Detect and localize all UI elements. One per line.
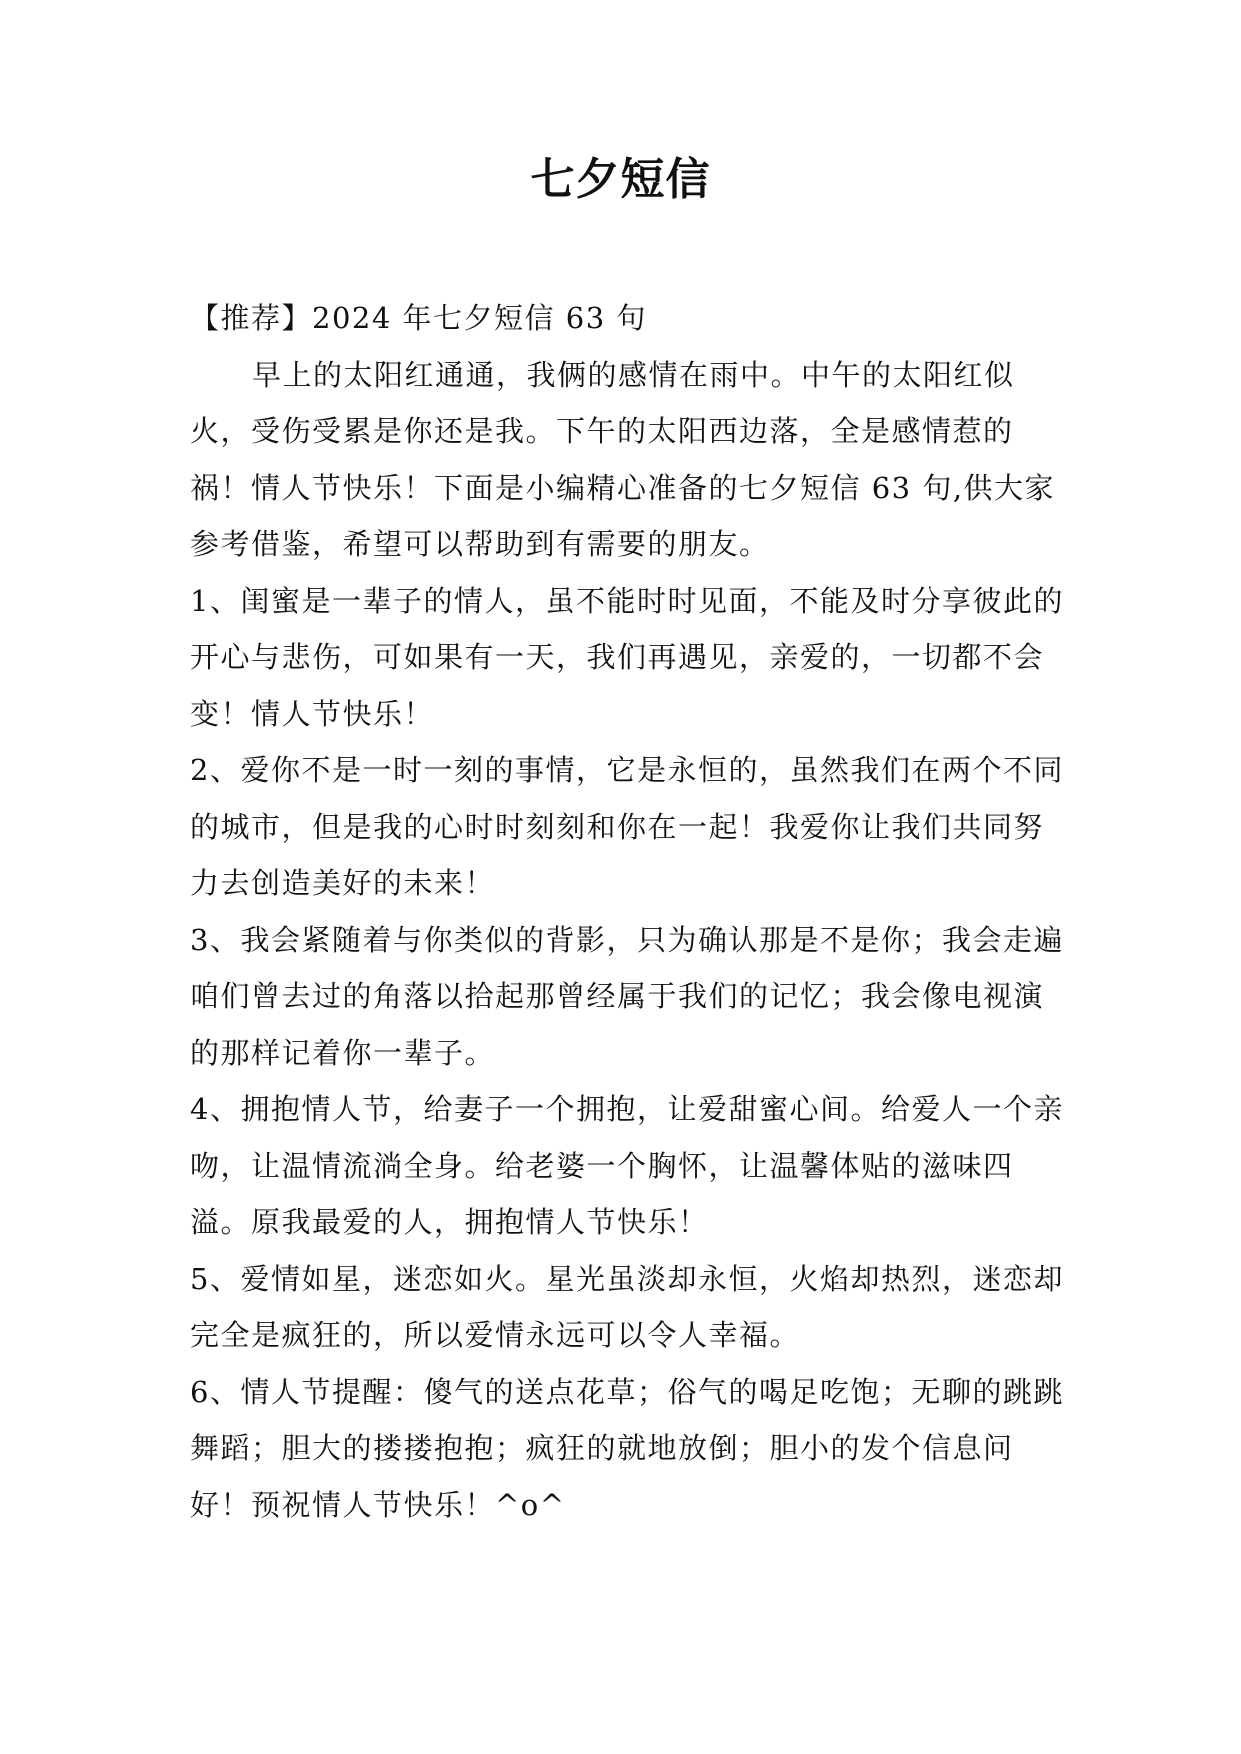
subtitle-paragraph: 【推荐】2024 年七夕短信 63 句: [190, 301, 647, 335]
message-item-6: 6、情人节提醒：傻气的送点花草；俗气的喝足吃饱；无聊的跳跳舞蹈；胆大的搂搂抱抱；疯狂的就地放倒；胆小的发个信息问好！预祝情人节快乐！^o^: [190, 1374, 1064, 1522]
message-item-4: 4、拥抱情人节，给妻子一个拥抱，让爱甜蜜心间。给爱人一个亲吻，让温情流淌全身。给老婆一个胸怀，让温馨体贴的滋味四溢。原我最爱的人，拥抱情人节快乐！: [190, 1092, 1064, 1239]
intro-paragraph: 早上的太阳红通通，我俩的感情在雨中。中午的太阳红似火，受伤受累是你还是我。下午的太阳西边落，全是感情惹的祸！情人节快乐！下面是小编精心准备的七夕短信 63 句,供大家参考借鉴，希望可以帮助到有需要的朋友。: [190, 357, 1056, 561]
message-item-5: 5、爱情如星，迷恋如火。星光虽淡却永恒，火焰却热烈，迷恋却完全是疯狂的，所以爱情永远可以令人幸福。: [190, 1261, 1064, 1352]
message-item-3: 3、我会紧随着与你类似的背影，只为确认那是不是你；我会走遍咱们曾去过的角落以拾起那曾经属于我们的记忆；我会像电视演的那样记着你一辈子。: [190, 922, 1064, 1070]
document-title: 七夕短信: [530, 154, 711, 205]
document-body: [190, 290, 1070, 1533]
message-item-1: 1、闺蜜是一辈子的情人，虽不能时时见面，不能及时分享彼此的开心与悲伤，可如果有一天，我们再遇见，亲爱的，一切都不会变！情人节快乐！: [190, 583, 1064, 731]
message-item-2: 2、爱你不是一时一刻的事情，它是永恒的，虽然我们在两个不同的城市，但是我的心时时刻刻和你在一起！我爱你让我们共同努力去创造美好的未来！: [190, 753, 1064, 900]
